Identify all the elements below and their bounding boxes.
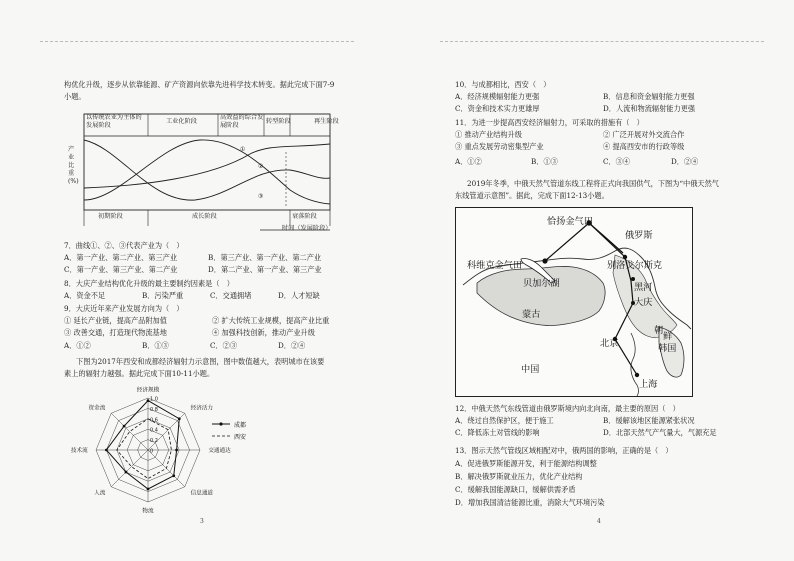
- label-kovykta: 科维克金气田: [467, 260, 523, 271]
- page-number-left: 3: [200, 518, 204, 525]
- question-11-item-4: ④ 提高西安市的行政等级: [603, 142, 685, 151]
- question-8-option-a: A．资金不足: [64, 291, 106, 300]
- question-13-stem: 13．图示天然气管线区域相配对中，俄两国的影响，正确的是（ ）: [455, 446, 673, 455]
- question-10-stem: 10．与成都相比，西安（ ）: [455, 80, 551, 89]
- radar-point-chengdu: [178, 417, 181, 420]
- question-11-stem: 11．为进一步提高西安经济辐射力，可采取的措施有（ ）: [455, 118, 644, 127]
- question-13-option-a: A．促进俄罗斯能源开发，利于能源结构调整: [455, 459, 597, 468]
- growth-stage-label: 成长阶段: [192, 213, 217, 220]
- radar-point-chengdu: [147, 488, 150, 491]
- stage-industrial-label: 工业化阶段: [166, 118, 197, 125]
- question-9-stem: 9．大庆近年来产业发展方向为（ ）: [64, 304, 184, 313]
- question-10-option-c: C．资金和技术实力更雄厚: [455, 104, 540, 113]
- label-korea-3: 韩国: [658, 343, 677, 354]
- curve-marker-1: ①: [240, 146, 246, 153]
- radar-tick-label: 1.0: [150, 396, 158, 403]
- stage-agri-label: 以传统农业为主体的发展阶段: [86, 114, 142, 129]
- radar-axis-label: 交通通达: [208, 448, 231, 454]
- label-chayanda: 恰扬金气田: [547, 216, 593, 227]
- question-7-option-a: A．第一产业、第二产业、第三产业: [64, 253, 178, 262]
- label-korea-2: 鲜: [663, 331, 673, 342]
- label-daqing: 大庆: [634, 297, 653, 308]
- question-11-item-2: ② 广泛开展对外交流合作: [603, 130, 685, 139]
- question-10-option-d: D．人流和物流辐射能力更强: [603, 104, 696, 113]
- question-9-item-1: ① 延长产业链，提高产品附加值: [64, 316, 167, 325]
- label-beijing: 北京: [600, 338, 619, 349]
- question-8-option-d: D．人才短缺: [278, 291, 320, 300]
- question-12-option-a: A．绕过自然保护区，便于施工: [455, 416, 554, 425]
- question-13-option-c: C．缓解我国能源缺口，缓解供需矛盾: [455, 485, 576, 494]
- question-9-item-3: ③ 改善交通，打造现代物流基地: [64, 328, 167, 337]
- question-8-option-b: B．污染严重: [142, 291, 184, 300]
- question-9-option-a: A．①②: [64, 341, 91, 350]
- radar-axis-label: 人流: [94, 490, 106, 497]
- radar-point-chengdu: [123, 425, 126, 428]
- label-blagoveshchensk: 别洛戈尔斯克: [607, 260, 663, 271]
- question-10-option-a: A．经济规模辐射能力更强: [455, 92, 540, 101]
- radar-tick-label: 0.8: [150, 406, 158, 413]
- legend-marker-chengdu: [219, 422, 222, 425]
- radar-legend: [210, 418, 280, 452]
- question-11-item-3: ③ 重点发展劳动密集型产业: [455, 142, 544, 151]
- radar-point-chengdu: [125, 471, 128, 474]
- radar-axis-label: 信息通道: [190, 490, 214, 497]
- label-korea-1: 朝: [654, 325, 664, 336]
- map-intro-text: 东线管道示意图”。据此，完成下面12-13小题。: [455, 191, 609, 200]
- stage-hightech-label: 高效益的综合发展阶段: [220, 114, 264, 129]
- right-page: [397, 0, 794, 561]
- question-7-stem: 7．曲线①、②、③代表产业为（ ）: [64, 241, 184, 250]
- x-axis-label: 时间（发展阶段）: [282, 225, 332, 232]
- pipeline-map: [455, 207, 693, 397]
- question-13-option-b: B．解决俄罗斯就业压力，优化产业结构: [455, 472, 583, 481]
- question-11-option-a: A．①②: [455, 157, 482, 166]
- stage-regen-label: 再生阶段: [314, 118, 339, 125]
- curve-marker-3: ③: [258, 193, 264, 200]
- page-number-right: 4: [597, 518, 601, 525]
- radar-tick-label: 0.2: [150, 438, 158, 445]
- question-9-option-b: B．①③: [142, 341, 169, 350]
- question-12-option-d: D．北部天然气产气量大，气源充足: [603, 428, 717, 437]
- radar-axis-label: 物流: [142, 508, 154, 515]
- curve-marker-2: ②: [258, 163, 264, 170]
- label-russia: 俄罗斯: [625, 230, 653, 241]
- radar-axis-label: 资金流: [88, 405, 106, 412]
- radar-axis-label: 技术流: [70, 448, 88, 454]
- question-12-option-c: C．降低冻土对管线的影响: [455, 428, 540, 437]
- question-7-option-b: B．第三产业、第一产业、第二产业: [208, 253, 322, 262]
- label-baikal: 贝加尔湖: [523, 278, 560, 289]
- question-10-option-b: B．信息和资金辐射能力更强: [603, 92, 695, 101]
- curve-3: [84, 144, 330, 188]
- radar-tick-label: 0.6: [150, 417, 158, 424]
- legend-label-chengdu: 成都: [234, 422, 247, 429]
- map-intro-text: 2019年冬季，中俄天然气管道东线工程将正式向我国供气，下图为“中俄天然气: [467, 179, 719, 188]
- radar-point-chengdu: [147, 399, 150, 402]
- question-12-option-b: B．缓解该地区能源紧张状况: [603, 416, 695, 425]
- intro-text: 小题。: [64, 92, 86, 101]
- question-13-option-d: D．增加我国清洁能源比重，消除大气环境污染: [455, 498, 605, 507]
- decline-stage-label: 衰落阶段: [292, 213, 317, 220]
- question-8-stem: 8．大庆产业结构优化升级的最主要制约因素是（ ）: [64, 279, 234, 288]
- question-11-item-1: ① 推动产业结构升级: [455, 130, 522, 139]
- radar-tick-label: 0: [150, 448, 154, 455]
- radar-axis-label: 经济规模: [136, 387, 160, 394]
- question-11-option-d: D．②④: [671, 157, 699, 166]
- y-axis-label: 产业比重(%): [68, 146, 79, 185]
- question-9-item-2: ② 扩大传统工业规模，提高产业比重: [212, 316, 330, 325]
- radar-intro-text: 素上的辐射力越强。据此完成下面10-11小题。: [64, 369, 215, 378]
- radar-point-chengdu: [105, 449, 108, 452]
- radar-axis-label: 经济活力: [190, 405, 214, 412]
- legend-label-xian: 西安: [234, 434, 247, 441]
- label-mongolia: 蒙古: [522, 309, 541, 320]
- radar-tick-label: 0.4: [150, 427, 158, 434]
- curve-1: [84, 140, 330, 200]
- label-shanghai: 上海: [639, 379, 658, 390]
- question-12-stem: 12．中俄天然气东线管道由俄罗斯境内向北向南，最主要的原因（ ）: [455, 404, 680, 413]
- intro-text: 构优化升级，逐步从依靠能源、矿产资源向依靠先进科学技术转变。据此完成下面7-9: [64, 80, 335, 89]
- radar-point-chengdu: [175, 449, 178, 452]
- label-heihe: 黑河: [634, 282, 653, 293]
- question-9-option-d: D．②④: [278, 341, 306, 350]
- initial-stage-label: 初期阶段: [98, 213, 123, 220]
- question-8-option-c: C．交通拥堵: [210, 291, 252, 300]
- radar-point-chengdu: [172, 474, 175, 477]
- question-11-option-b: B．①③: [531, 157, 558, 166]
- radar-intro-text: 下图为2017年西安和成都经济辐射力示意图，图中数值越大，表明城市在该要: [76, 357, 325, 366]
- stage-transition-label: 转型阶段: [266, 118, 291, 125]
- question-7-option-d: D．第二产业、第一产业、第三产业: [208, 265, 322, 274]
- question-9-option-c: C．②③: [210, 341, 238, 350]
- question-7-option-c: C．第一产业、第三产业、第二产业: [64, 265, 178, 274]
- question-11-option-c: C．③④: [603, 157, 631, 166]
- label-china: 中国: [521, 364, 540, 375]
- kovykta-marker: [542, 258, 547, 263]
- question-9-item-4: ④ 加强科技创新，推动产业升级: [212, 328, 315, 337]
